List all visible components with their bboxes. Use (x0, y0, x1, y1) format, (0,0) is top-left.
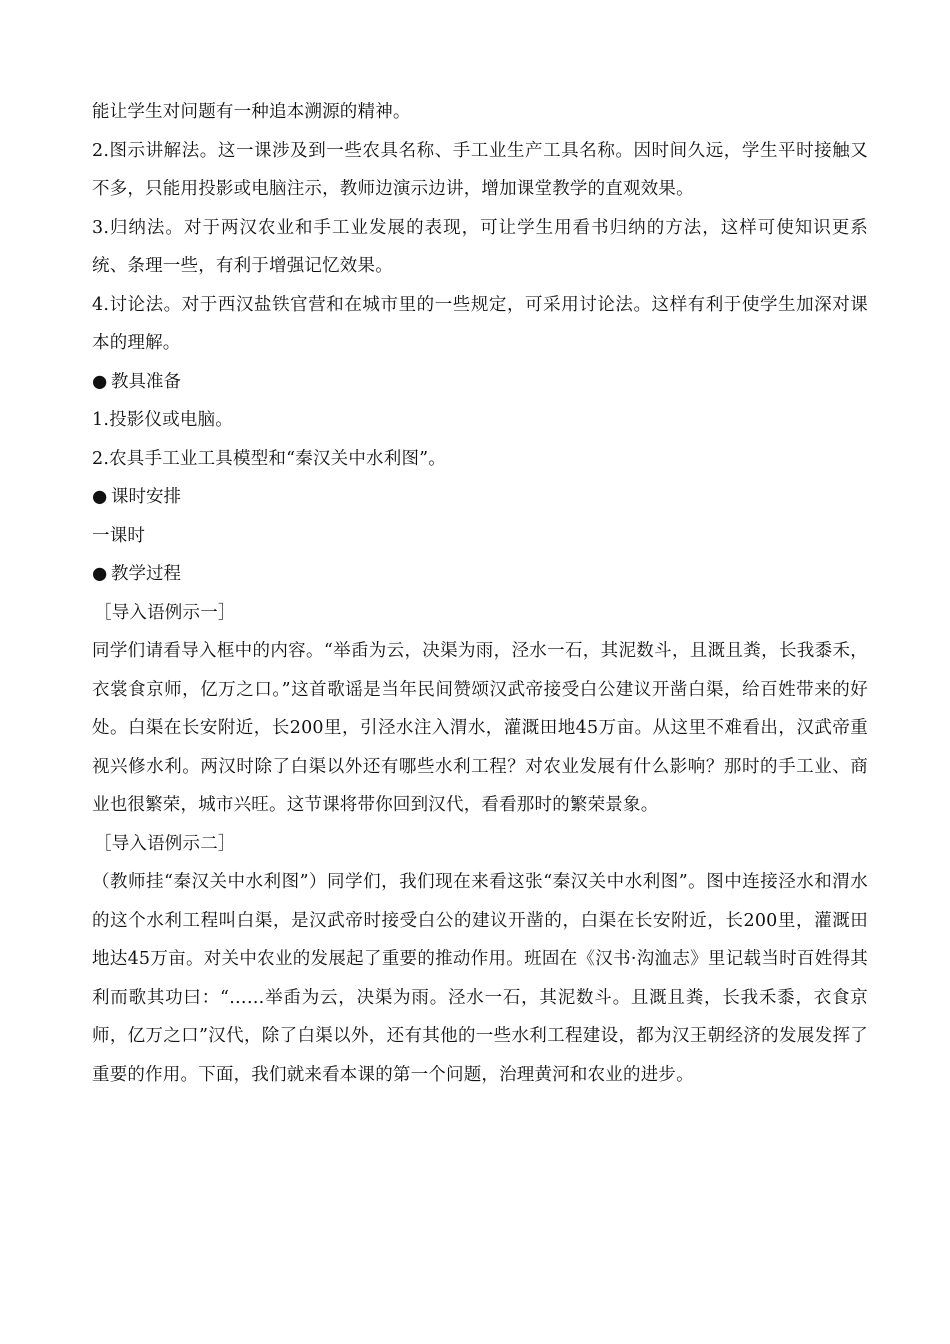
bullet-icon: ● (92, 564, 108, 584)
bullet-icon: ● (92, 371, 108, 392)
section-heading (92, 478, 868, 517)
heading-text: 教学过程 (111, 564, 181, 584)
paragraph: 一课时 (92, 525, 146, 546)
paragraph: 2.农具手工业工具模型和“秦汉关中水利图”。 (92, 448, 446, 469)
document-page (92, 93, 868, 1094)
section-heading (92, 555, 868, 594)
subsection-label: ［导入语例示一］ (94, 602, 236, 623)
paragraph: 1.投影仪或电脑。 (92, 410, 233, 430)
heading-text: 教具准备 (111, 371, 181, 392)
paragraph: 能让学生对问题有一种追本溯源的精神。 (92, 102, 411, 122)
subsection-label: ［导入语例示二］ (94, 833, 236, 854)
paragraph: 4.讨论法。对于西汉盐铁官营和在城市里的一些规定，可采用讨论法。这样有利于使学生加深对课本的理解。 (92, 294, 868, 353)
bullet-icon: ● (92, 487, 108, 507)
paragraph: 3.归纳法。对于两汉农业和手工业发展的表现，可让学生用看书归纳的方法，这样可使知识更系统、条理一些，有利于增强记忆效果。 (92, 217, 868, 276)
paragraph: （教师挂“秦汉关中水利图”）同学们，我们现在来看这张“秦汉关中水利图”。图中连接泾水和渭水的这个水利工程叫白渠，是汉武帝时接受白公的建议开凿的，白渠在长安附近，长200里，灌溉田地达45万亩。对关中农业的发展起了重要的推动作用。班固在《汉书·沟洫志》里记载当时百姓得其利而歌其功曰：“……举臿为云，决渠为雨。泾水一石，其泥数斗。且溉且粪，长我禾黍，衣食京师，亿万之口”汉代，除了白渠以外，还有其他的一些水利工程建设，都为汉王朝经济的发展发挥了重要的作用。下面，我们就来看本课的第一个问题，治理黄河和农业的进步。 (92, 872, 868, 1085)
paragraph: 同学们请看导入框中的内容。“举臿为云，决渠为雨，泾水一石，其泥数斗，且溉且粪，长我黍禾，衣裳食京师，亿万之口。”这首歌谣是当年民间赞颂汉武帝接受白公建议开凿白渠，给百姓带来的好处。白渠在长安附近，长200里，引泾水注入渭水，灌溉田地45万亩。从这里不难看出，汉武帝重视兴修水利。两汉时除了白渠以外还有哪些水利工程？对农业发展有什么影响？那时的手工业、商业也很繁荣，城市兴旺。这节课将带你回到汉代，看看那时的繁荣景象。 (92, 641, 868, 815)
section-heading (92, 363, 868, 402)
heading-text: 课时安排 (111, 487, 181, 507)
paragraph: 2.图示讲解法。这一课涉及到一些农具名称、手工业生产工具名称。因时间久远，学生平时接触又不多，只能用投影或电脑注示，教师边演示边讲，增加课堂教学的直观效果。 (92, 140, 868, 199)
